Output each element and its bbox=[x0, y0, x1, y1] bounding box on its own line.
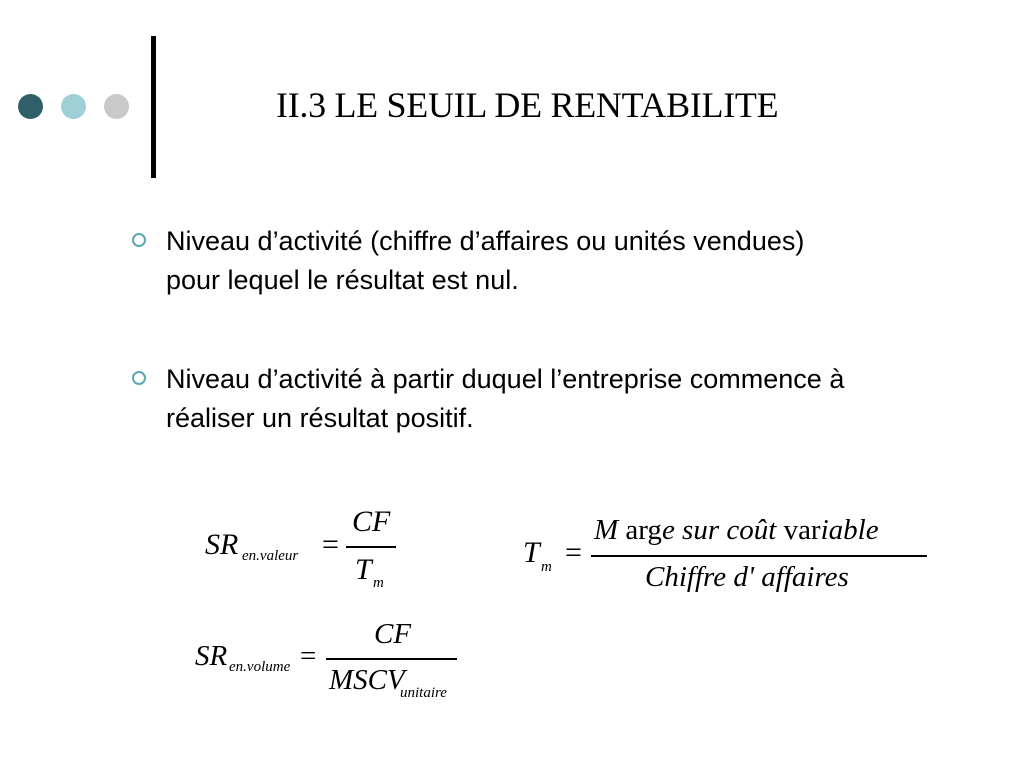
formula-lhs: SR bbox=[195, 640, 228, 672]
fraction-bar bbox=[326, 658, 457, 660]
formula-denominator-sub: unitaire bbox=[400, 685, 447, 701]
bullet-circle-icon bbox=[132, 233, 146, 247]
bullet-item-2 bbox=[132, 360, 852, 438]
fraction-bar bbox=[591, 555, 927, 557]
decor-dot-light bbox=[104, 94, 129, 119]
bullet-text: Niveau d’activité (chiffre d’affaires ou unités vendues) pour lequel le résultat est nul. bbox=[166, 226, 805, 295]
fraction-bar bbox=[346, 546, 396, 548]
formula-numerator: CF bbox=[374, 618, 412, 650]
formula-denominator: T bbox=[355, 553, 372, 586]
bullet-text: Niveau d’activité à partir duquel l’entreprise commence à réaliser un résultat positif. bbox=[166, 364, 845, 433]
formula-denominator-sub: m bbox=[373, 575, 384, 591]
formula-equals: = bbox=[300, 640, 317, 672]
formula-denominator: Chiffre d' affaires bbox=[645, 561, 849, 593]
formula-denominator: MSCV bbox=[329, 664, 405, 696]
slide-title: II.3 LE SEUIL DE RENTABILITE bbox=[276, 85, 779, 125]
formula-lhs: SR bbox=[205, 528, 239, 561]
bullet-circle-icon bbox=[132, 371, 146, 385]
formula-lhs-sub: en.valeur bbox=[242, 548, 299, 564]
title-divider bbox=[151, 36, 156, 178]
formula-equals: = bbox=[322, 528, 339, 561]
bullet-item-1 bbox=[132, 222, 852, 300]
formula-numerator: CF bbox=[352, 505, 391, 538]
decor-dot-dark bbox=[18, 94, 43, 119]
formula-lhs-sub: en.volume bbox=[229, 659, 291, 675]
formula-equals: = bbox=[565, 536, 582, 569]
formula-lhs: T bbox=[523, 536, 540, 569]
decor-dot-mid bbox=[61, 94, 86, 119]
formula-numerator: M arge sur coût variable bbox=[594, 514, 879, 546]
formula-lhs-sub: m bbox=[541, 559, 552, 575]
